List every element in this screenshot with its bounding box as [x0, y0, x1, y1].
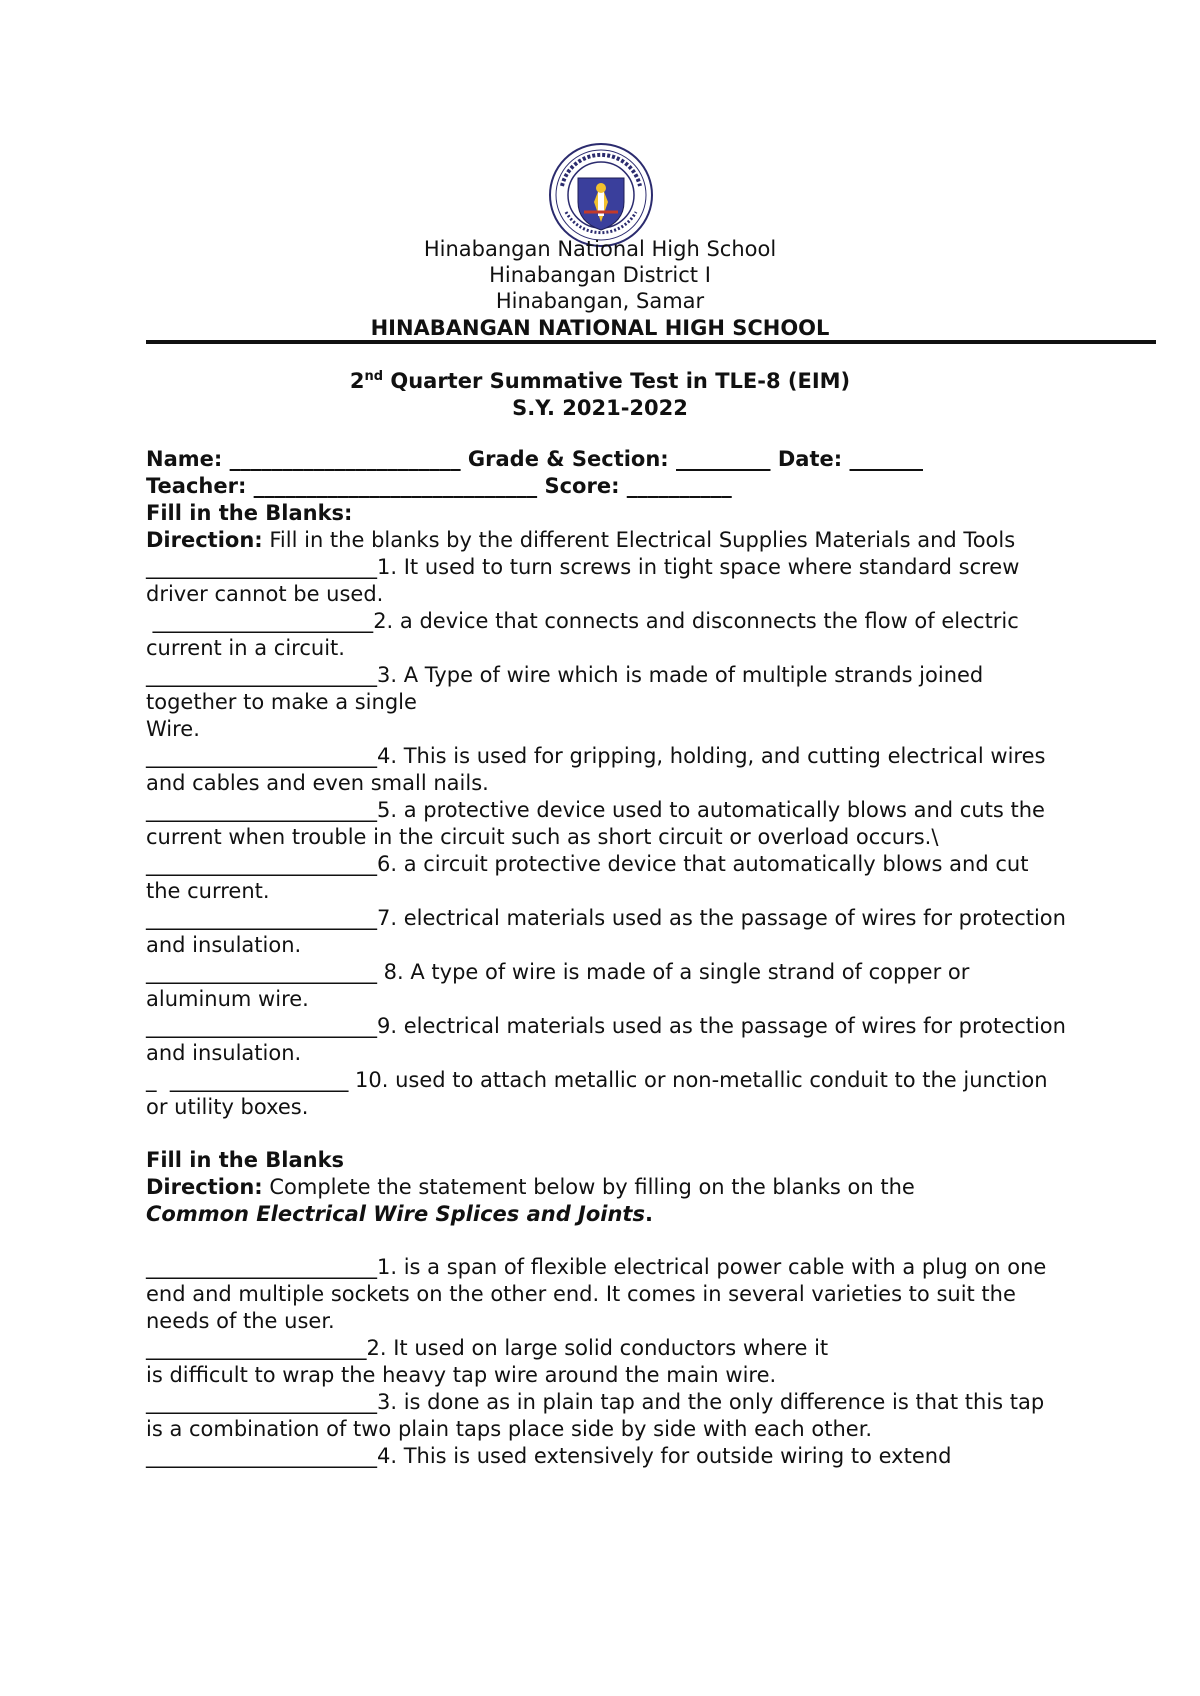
answer-blank[interactable]: _ _________________	[146, 1068, 349, 1092]
question-text: 1. is a span of flexible electrical power cable with a plug on one end and multiple sockets on the other end. It comes in several varieties to suit the needs of the user.	[146, 1255, 1047, 1333]
question-item	[146, 716, 1066, 743]
question-text: 2. a device that connects and disconnects the flow of electric current in a circuit.	[146, 609, 1019, 660]
answer-blank[interactable]: ______________________	[146, 960, 377, 984]
question-item	[146, 1443, 1066, 1470]
teacher-blank[interactable]: ___________________________	[246, 474, 545, 498]
answer-blank[interactable]: ______________________	[146, 663, 377, 687]
name-label: Name:	[146, 447, 223, 471]
question-text: 4. This is used extensively for outside wiring to extend	[377, 1444, 952, 1468]
part1-question-list	[146, 554, 1066, 1121]
part2-heading: Fill in the Blanks	[146, 1148, 345, 1172]
test-title	[0, 368, 1200, 422]
question-text: 4. This is used for gripping, holding, and cutting electrical wires and cables and even small nails.	[146, 744, 1046, 795]
header-divider	[146, 340, 1156, 344]
teacher-info-row	[146, 473, 1066, 500]
school-header	[0, 236, 1200, 341]
test-title-text: Quarter Summative Test in TLE-8 (EIM)	[383, 369, 851, 393]
question-item	[146, 959, 1066, 1013]
question-text: 10. used to attach metallic or non-metallic conduit to the junction or utility boxes.	[146, 1068, 1048, 1119]
answer-blank[interactable]: ______________________	[146, 798, 377, 822]
question-text: 5. a protective device used to automatically blows and cuts the current when trouble in the circuit such as short circuit or overload occurs.\	[146, 798, 1045, 849]
question-item	[146, 1335, 1066, 1362]
question-text: 6. a circuit protective device that automatically blows and cut the current.	[146, 852, 1029, 903]
question-item	[146, 1254, 1066, 1335]
topic-emphasis-end: .	[644, 1202, 653, 1226]
answer-blank[interactable]: ______________________	[146, 744, 377, 768]
answer-blank[interactable]: ______________________	[146, 1390, 377, 1414]
question-item	[146, 1067, 1066, 1121]
answer-blank[interactable]: _____________________	[146, 1336, 367, 1360]
question-item	[146, 554, 1066, 608]
school-year: S.Y. 2021-2022	[512, 396, 688, 420]
direction-text: Complete the statement below by filling on the blanks on the	[262, 1175, 915, 1199]
quarter-suffix: nd	[364, 369, 384, 384]
direction-text: Fill in the blanks by the different Electrical Supplies Materials and Tools	[262, 528, 1016, 552]
question-text: 8. A type of wire is made of a single strand of copper or aluminum wire.	[146, 960, 970, 1011]
student-info-row	[146, 446, 1066, 473]
test-title-line1	[0, 368, 1200, 395]
answer-blank[interactable]: ______________________	[146, 1014, 377, 1038]
question-text: 3. is done as in plain tap and the only difference is that this tap is a combination of two plain taps place side by side with each other.	[146, 1390, 1045, 1441]
question-item	[146, 608, 1066, 662]
deped-seal-logo	[548, 142, 654, 248]
direction-label: Direction:	[146, 1175, 263, 1199]
part1-heading: Fill in the Blanks:	[146, 501, 353, 525]
question-text: 9. electrical materials used as the passage of wires for protection and insulation.	[146, 1014, 1066, 1065]
section-spacer	[146, 1228, 1066, 1254]
answer-blank[interactable]: _____________________	[146, 609, 374, 633]
answer-blank[interactable]: ______________________	[146, 1255, 377, 1279]
school-location: Hinabangan, Samar	[495, 289, 705, 313]
question-item	[146, 797, 1066, 851]
question-item	[146, 1362, 1066, 1389]
school-name-caps: HINABANGAN NATIONAL HIGH SCHOOL	[370, 316, 830, 340]
score-blank[interactable]: __________	[619, 474, 732, 498]
answer-blank[interactable]: ______________________	[146, 1444, 377, 1468]
name-blank[interactable]: ______________________	[222, 447, 468, 471]
question-text: 1. It used to turn screws in tight space where standard screw driver cannot be used.	[146, 555, 1020, 606]
answer-blank[interactable]: ______________________	[146, 906, 377, 930]
score-label: Score:	[544, 474, 620, 498]
quarter-number: 2	[349, 369, 365, 393]
school-name: Hinabangan National High School	[423, 237, 777, 261]
date-blank[interactable]: _______	[842, 447, 923, 471]
direction-label: Direction:	[146, 528, 263, 552]
test-content	[146, 446, 1066, 1470]
question-text: 2. It used on large solid conductors where it	[366, 1336, 829, 1360]
question-item	[146, 851, 1066, 905]
question-item	[146, 1013, 1066, 1067]
question-text: 7. electrical materials used as the passage of wires for protection and insulation.	[146, 906, 1066, 957]
question-item	[146, 662, 1066, 716]
section-spacer	[146, 1121, 1066, 1147]
teacher-label: Teacher:	[146, 474, 247, 498]
topic-emphasis: Common Electrical Wire Splices and Joints	[146, 1202, 645, 1226]
part2-direction	[146, 1174, 1066, 1228]
part1-direction	[146, 527, 1066, 554]
grade-section-label: Grade & Section:	[467, 447, 669, 471]
question-item	[146, 905, 1066, 959]
question-text: 3. A Type of wire which is made of multiple strands joined together to make a single	[146, 663, 984, 714]
question-text: is difficult to wrap the heavy tap wire around the main wire.	[146, 1363, 777, 1387]
grade-section-blank[interactable]: _________	[668, 447, 778, 471]
school-district: Hinabangan District I	[489, 263, 711, 287]
question-item	[146, 1389, 1066, 1443]
question-item	[146, 743, 1066, 797]
date-label: Date:	[777, 447, 843, 471]
answer-blank[interactable]: ______________________	[146, 852, 377, 876]
part2-question-list	[146, 1254, 1066, 1470]
answer-blank[interactable]: ______________________	[146, 555, 377, 579]
question-text: Wire.	[146, 717, 200, 741]
